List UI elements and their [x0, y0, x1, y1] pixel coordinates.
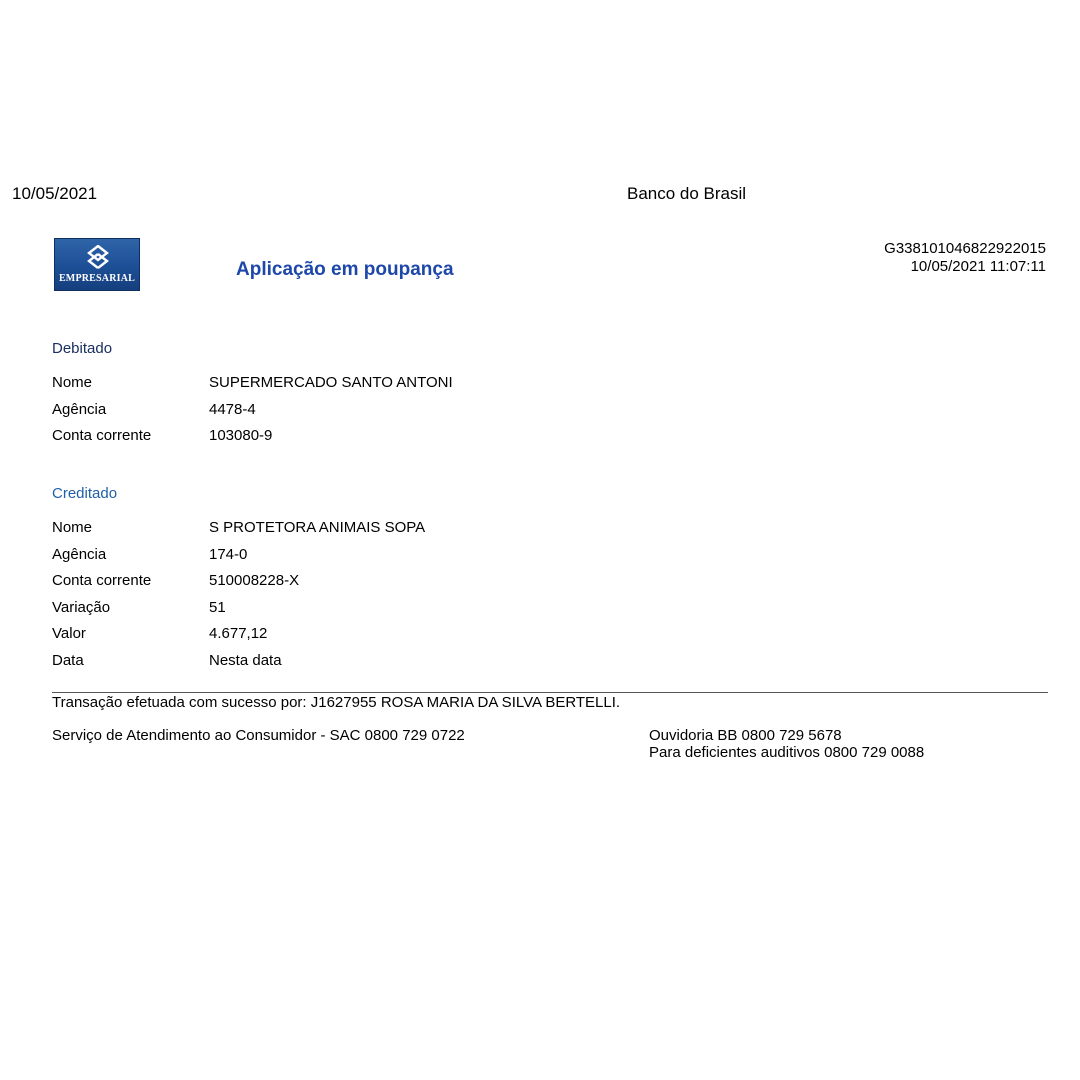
creditado-data-label: Data: [52, 652, 84, 669]
creditado-conta-label: Conta corrente: [52, 572, 152, 589]
creditado-conta-value: 510008228-X: [209, 572, 300, 589]
creditado-nome-value: S PROTETORA ANIMAIS SOPA: [209, 519, 426, 536]
debitado-nome-label: Nome: [52, 374, 93, 391]
bank-name-header: Banco do Brasil: [627, 184, 747, 203]
creditado-variacao-value: 51: [209, 599, 226, 616]
creditado-agencia-label: Agência: [52, 546, 107, 563]
sac-contact: Serviço de Atendimento ao Consumidor - SAC 0800 729 0722: [52, 727, 465, 744]
bank-logo: [54, 238, 140, 291]
debitado-agencia-value: 4478-4: [209, 401, 256, 418]
print-date: 10/05/2021: [12, 184, 98, 203]
debitado-nome-value: SUPERMERCADO SANTO ANTONI: [209, 374, 453, 391]
logo-text: EMPRESARIAL: [58, 273, 136, 284]
creditado-agencia-value: 174-0: [209, 546, 248, 563]
transaction-timestamp: 10/05/2021 11:07:11: [910, 258, 1046, 275]
transaction-note: Transação efetuada com sucesso por: J1627955 ROSA MARIA DA SILVA BERTELLI.: [52, 694, 621, 711]
banco-do-brasil-logo-icon: [84, 245, 112, 271]
creditado-valor-value: 4.677,12: [209, 625, 268, 642]
debitado-agencia-label: Agência: [52, 401, 107, 418]
debitado-conta-label: Conta corrente: [52, 427, 152, 444]
debitado-section-title: Debitado: [52, 340, 113, 357]
deficientes-contact: Para deficientes auditivos 0800 729 0088: [649, 744, 925, 761]
auth-code: G338101046822922015: [884, 240, 1046, 257]
creditado-valor-label: Valor: [52, 625, 86, 642]
creditado-data-value: Nesta data: [209, 652, 282, 669]
ouvidoria-contact: Ouvidoria BB 0800 729 5678: [649, 727, 842, 744]
creditado-section-title: Creditado: [52, 485, 118, 502]
creditado-nome-label: Nome: [52, 519, 93, 536]
creditado-variacao-label: Variação: [52, 599, 111, 616]
debitado-conta-value: 103080-9: [209, 427, 273, 444]
document-title: Aplicação em poupança: [236, 259, 454, 280]
footer-divider: [52, 692, 1048, 693]
